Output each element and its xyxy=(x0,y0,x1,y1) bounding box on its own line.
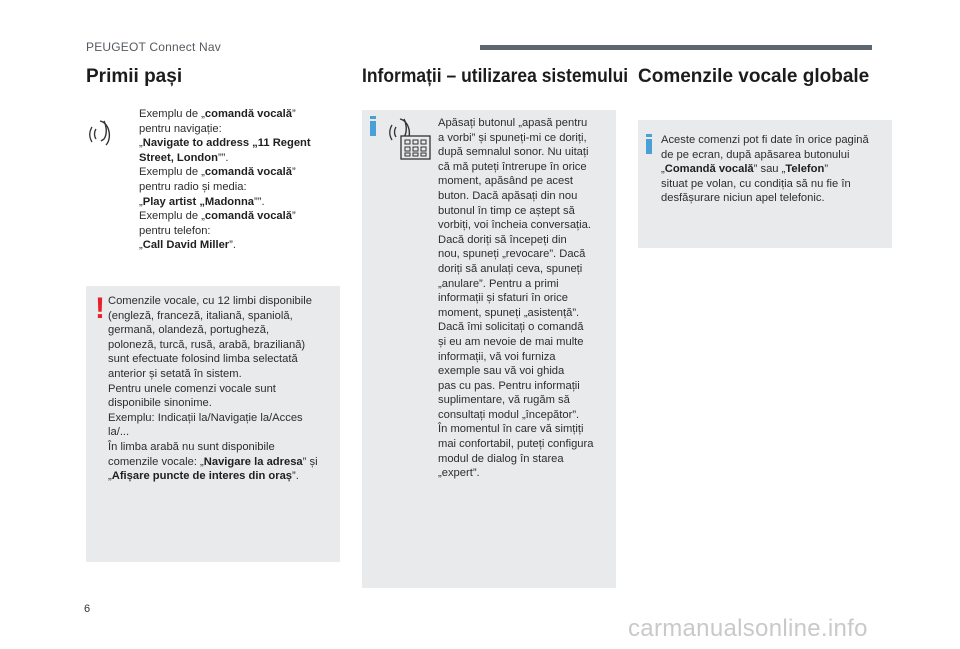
section-title-first-steps: Primii pași xyxy=(86,66,183,87)
watermark: carmanualsonline.info xyxy=(628,615,868,642)
info-icon xyxy=(645,134,653,154)
phone-keypad-icon xyxy=(386,116,432,162)
info-line: doriți să anulați ceva, spuneți xyxy=(438,262,583,275)
info-line: vorbiți, voi încheia conversația. xyxy=(438,219,591,232)
info-line: după semnalul sonor. Nu uitați xyxy=(438,146,589,159)
info-line: și eu am nevoie de mai multe xyxy=(438,335,584,348)
info-line: butonul în timp ce aștept să xyxy=(438,204,575,217)
info-line: suplimentare, vă rugăm să xyxy=(438,394,570,407)
info-line: Dacă îmi solicitați o comandă xyxy=(438,321,584,334)
warning-line: comenzile vocale: „Navigare la adresa” și xyxy=(108,455,318,468)
info-line: a vorbi” și spuneți-mi ce doriți, xyxy=(438,131,587,144)
info-line: informații și sfaturi în orice xyxy=(438,292,568,305)
warning-line: disponibile sinonime. xyxy=(108,397,212,410)
warning-line: germană, olandeză, portugheză, xyxy=(108,324,270,337)
info-line: moment, apăsând pe acest xyxy=(438,175,573,188)
warning-line: Exemplu: Indicații la/Navigație la/Acces xyxy=(108,411,303,424)
info-line: Dacă doriți să începeți din xyxy=(438,233,567,246)
info-line: mai confortabil, puteți configura xyxy=(438,438,594,451)
warning-line: poloneză, turcă, rusă, arabă, braziliană) xyxy=(108,338,306,351)
header-rule xyxy=(480,45,872,50)
info-line: Apăsați butonul „apasă pentru xyxy=(438,117,588,129)
warning-line: În limba arabă nu sunt disponibile xyxy=(108,440,275,453)
warning-line: anterior și setată în sistem. xyxy=(108,367,242,380)
info-line: În momentul în care vă simțiți xyxy=(438,423,584,436)
page-number: 6 xyxy=(84,603,91,615)
warning-line: (engleză, franceză, italiană, spaniolă, xyxy=(108,309,293,322)
info-line: „anulare”. Pentru a primi xyxy=(438,277,559,290)
section-title-global-commands: Comenzile vocale globale xyxy=(638,66,870,87)
page-header-title: PEUGEOT Connect Nav xyxy=(86,40,221,54)
warning-line: la/... xyxy=(108,426,130,439)
info-line: informații, vă voi furniza xyxy=(438,350,556,363)
info-text xyxy=(438,116,593,481)
warning-icon: ! xyxy=(95,292,105,325)
info-line: exemple sau vă voi ghida xyxy=(438,365,565,378)
info-line: „expert”. xyxy=(438,467,480,480)
voice-command-icon xyxy=(88,117,122,147)
info-icon xyxy=(369,116,377,136)
info-line: că mă puteți întrerupe în orice xyxy=(438,160,587,173)
warning-line: sunt efectuate folosind limba selectată xyxy=(108,353,298,366)
info-line: nou, spuneți „revocare”. Dacă xyxy=(438,248,586,261)
warning-text xyxy=(108,294,318,484)
info-line: consultați modul „începător”. xyxy=(438,408,580,421)
info-line: moment, spuneți „asistență”. xyxy=(438,306,580,319)
section-title-system-info: Informații – utilizarea sistemului xyxy=(362,66,629,87)
global-commands-text: Aceste comenzi pot fi date în orice pagină de pe ecran, după apăsarea butonului „Comandă vocală” sau „Telefon” situat pe volan, cu condiția să nu fie în desfășurare niciun apel telefonic. xyxy=(661,134,869,205)
warning-line: „Afișare puncte de interes din oraș”. xyxy=(108,470,299,483)
info-line: pas cu pas. Pentru informații xyxy=(438,379,580,392)
info-line: modul de dialog în starea xyxy=(438,452,564,465)
warning-line: Pentru unele comenzi vocale sunt xyxy=(108,382,276,395)
voice-examples-block: Exemplu de „comandă vocală” pentru navigație: „Navigate to address „11 Regent Street, London””. Exemplu de „comandă vocală” pentru radio și media: „Play artist „Madonna””. Exemplu de „comandă vocală” pentru telefon: „Call David Miller”. xyxy=(139,108,311,252)
info-line: buton. Dacă apăsați din nou xyxy=(438,189,578,202)
warning-line: Comenzile vocale, cu 12 limbi disponibile xyxy=(108,295,312,307)
